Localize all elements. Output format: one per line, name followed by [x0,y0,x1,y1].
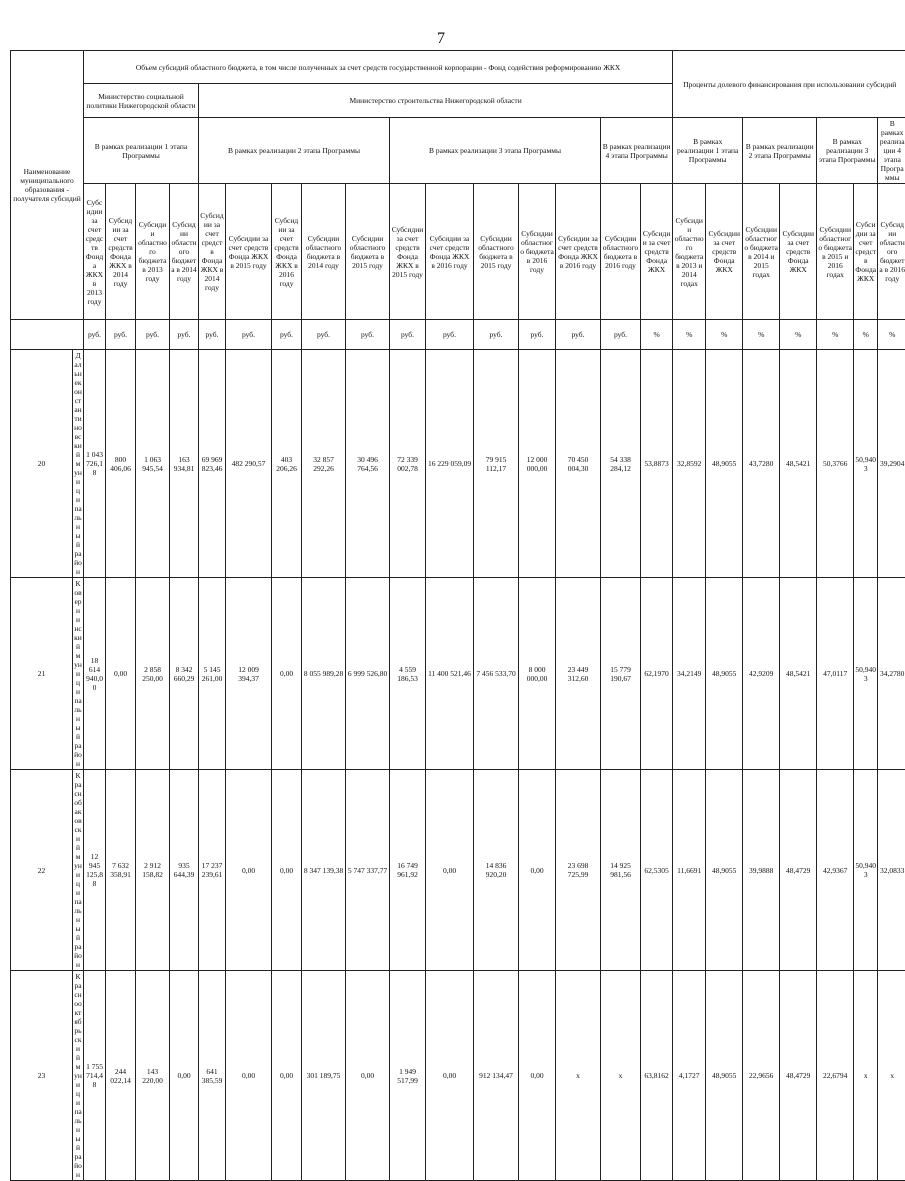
value-cell: 50,3766 [817,350,854,578]
subheader-cell: Субсидии областного бюджета в 2013 году [136,184,170,320]
value-cell: 48,9055 [706,350,743,578]
value-cell: 43,7280 [743,350,780,578]
value-cell: 18 614 940,00 [84,578,106,770]
value-cell: 5 145 261,00 [199,578,226,770]
value-cell: 32,8592 [673,350,706,578]
value-cell: 0,00 [426,971,474,1181]
subheader-cell: Субсидии за счет средств Фонда ЖКХ в 2015 году [226,184,272,320]
header-stage-1: В рамках реализации 1 этапа Программы [84,118,199,184]
value-cell: 22,6794 [817,971,854,1181]
header-stage-4: В рамках реализации 4 этапа Программы [601,118,673,184]
unit-cell: % [817,320,854,350]
value-cell: 0,00 [226,770,272,971]
subheader-cell: Субсидии областного бюджета в 2014 году [302,184,346,320]
value-cell: 912 134,47 [474,971,519,1181]
header-percent-stage-1: В рамках реализации 1 этапа Программы [673,118,743,184]
row-name: Дальнеконстантиновский муниципальный район [73,350,84,578]
value-cell: 42,9209 [743,578,780,770]
value-cell: 244 022,14 [106,971,136,1181]
value-cell: 4,1727 [673,971,706,1181]
value-cell: 1 043 726,18 [84,350,106,578]
unit-cell: % [878,320,905,350]
value-cell: 8 342 660,29 [170,578,199,770]
header-stage-2: В рамках реализации 2 этапа Программы [199,118,390,184]
value-cell: 0,00 [519,971,556,1181]
value-cell: 8 347 139,38 [302,770,346,971]
unit-cell: руб. [136,320,170,350]
value-cell: 6 999 526,80 [346,578,390,770]
subheader-cell: Субсидии за счет средств Фонда ЖКХ в 2016 году [272,184,302,320]
value-cell: 42,9367 [817,770,854,971]
unit-cell: руб. [170,320,199,350]
subheader-cell: Субсидии областного бюджета в 2016 году [519,184,556,320]
value-cell: 0,00 [426,770,474,971]
value-cell: 62,1970 [641,578,673,770]
table-row [11,578,905,770]
value-cell: 48,4729 [780,971,817,1181]
value-cell: 0,00 [519,770,556,971]
row-name: Краснобаковский муниципальный район [73,770,84,971]
value-cell: 641 385,59 [199,971,226,1181]
value-cell: 48,9055 [706,578,743,770]
subheader-cell: Субсидии областного бюджета в 2013 и 2014 годах [673,184,706,320]
subheader-cell: Субсидии за счет средств Фонда ЖКХ [641,184,673,320]
unit-cell: руб. [474,320,519,350]
row-number: 20 [11,350,73,578]
subheader-cell: Субсидии за счет средств Фонда ЖКХ в 2013 году [84,184,106,320]
value-cell: 48,9055 [706,770,743,971]
value-cell: 48,5421 [780,350,817,578]
header-percent-stage-3: В рамках реализации 3 этапа Программы [817,118,878,184]
subheader-cell: Субсидии за счет средств Фонда ЖКХ [706,184,743,320]
table-row [11,971,905,1181]
subheader-cell: Субсидии за счет средств Фонда ЖКХ в 2016 году [556,184,601,320]
value-cell: 0,00 [170,971,199,1181]
value-cell: 63,8162 [641,971,673,1181]
value-cell: 12 000 000,00 [519,350,556,578]
value-cell: 1 063 945,54 [136,350,170,578]
value-cell: 800 406,06 [106,350,136,578]
value-cell: 935 644,39 [170,770,199,971]
value-cell: 14 925 981,56 [601,770,641,971]
value-cell: 50,9403 [854,770,878,971]
value-cell: 0,00 [272,971,302,1181]
unit-cell: руб. [302,320,346,350]
value-cell: 8 000 000,00 [519,578,556,770]
unit-cell: % [673,320,706,350]
value-cell: 5 747 337,77 [346,770,390,971]
value-cell: 15 779 190,67 [601,578,641,770]
subheader-cell: Субсидии областного бюджета в 2015 и 2016 годах [817,184,854,320]
value-cell: 12 945 125,88 [84,770,106,971]
value-cell: 62,5305 [641,770,673,971]
subheader-cell: Субсидии областного бюджета в 2015 году [346,184,390,320]
header-subsidy-volume: Объем субсидий областного бюджета, в том числе полученных за счет средств государственной корпорации - Фонд содействия реформированию ЖКХ [84,51,673,84]
subheader-cell: Субсидии областного бюджета в 2016 году [878,184,905,320]
value-cell: 23 698 725,99 [556,770,601,971]
name-header-text: Наименование муниципального образования - получателя субсидий [13,167,81,203]
subheader-cell: Субсидии областного бюджета в 2016 году [601,184,641,320]
header-stage-3: В рамках реализации 3 этапа Программы [390,118,601,184]
unit-cell: % [780,320,817,350]
table-row [11,770,905,971]
value-cell: 30 496 764,56 [346,350,390,578]
table-row [11,350,905,578]
value-cell: 163 934,81 [170,350,199,578]
value-cell: x [878,971,905,1181]
value-cell: 69 969 823,46 [199,350,226,578]
value-cell: 48,4729 [780,770,817,971]
unit-cell: руб. [106,320,136,350]
value-cell: 32,0833 [878,770,905,971]
value-cell: 0,00 [226,971,272,1181]
value-cell: 1 755 714,48 [84,971,106,1181]
value-cell: 16 749 961,92 [390,770,426,971]
value-cell: 8 055 989,28 [302,578,346,770]
value-cell: 7 632 358,91 [106,770,136,971]
subheader-cell: Субсидии за счет средств Фонда ЖКХ [780,184,817,320]
subheader-cell: Субсидии областного бюджета в 2015 году [474,184,519,320]
subheader-cell: Субсидии областного бюджета в 2014 году [170,184,199,320]
value-cell: 2 912 158,82 [136,770,170,971]
value-cell: 50,9403 [854,578,878,770]
value-cell: 70 450 004,30 [556,350,601,578]
unit-cell: руб. [426,320,474,350]
unit-corner [11,320,84,350]
value-cell: 23 449 312,60 [556,578,601,770]
value-cell: 48,9055 [706,971,743,1181]
value-cell: 72 339 002,78 [390,350,426,578]
value-cell: 34,2780 [878,578,905,770]
value-cell: 53,8873 [641,350,673,578]
subheader-cell: Субсидии за счет средств Фонда ЖКХ [854,184,878,320]
value-cell: x [556,971,601,1181]
value-cell: 0,00 [272,770,302,971]
value-cell: 16 229 059,09 [426,350,474,578]
unit-cell: руб. [601,320,641,350]
subheader-cell: Субсидии областного бюджета в 2014 и 2015 годах [743,184,780,320]
header-percent-share: Проценты долевого финансирования при использовании субсидий [673,51,905,118]
unit-cell: руб. [346,320,390,350]
value-cell: 482 290,57 [226,350,272,578]
header-percent-stage-4: В рамках реализации 4 этапа Программы [878,118,905,184]
row-number: 22 [11,770,73,971]
value-cell: 0,00 [106,578,136,770]
value-cell: 50,9403 [854,350,878,578]
value-cell: 39,9888 [743,770,780,971]
value-cell: 48,5421 [780,578,817,770]
row-number: 23 [11,971,73,1181]
row-name: Краснооктябрьский муниципальный район [73,971,84,1181]
header-ministry-construction: Министерство строительства Нижегородской области [199,84,673,118]
value-cell: 4 559 186,53 [390,578,426,770]
value-cell: 11,6691 [673,770,706,971]
unit-cell: руб. [390,320,426,350]
unit-cell: руб. [226,320,272,350]
unit-cell: % [641,320,673,350]
page-number: 7 [437,30,445,48]
value-cell: 0,00 [272,578,302,770]
unit-cell: руб. [84,320,106,350]
subheader-cell: Субсидии за счет средств Фонда ЖКХ в 2014 году [106,184,136,320]
row-name: Ковернинский муниципальный район [73,578,84,770]
value-cell: 54 338 284,12 [601,350,641,578]
value-cell: 1 949 517,99 [390,971,426,1181]
unit-cell: руб. [272,320,302,350]
unit-cell: руб. [556,320,601,350]
value-cell: 143 220,00 [136,971,170,1181]
value-cell: 47,0117 [817,578,854,770]
value-cell: x [854,971,878,1181]
value-cell: 34,2149 [673,578,706,770]
column-header-name [11,51,84,320]
value-cell: 7 456 533,70 [474,578,519,770]
value-cell: 301 189,75 [302,971,346,1181]
value-cell: 11 400 521,46 [426,578,474,770]
value-cell: 32 857 292,26 [302,350,346,578]
subheader-cell: Субсидии за счет средств Фонда ЖКХ в 2014 году [199,184,226,320]
subheader-cell: Субсидии за счет средств Фонда ЖКХ в 2015 году [390,184,426,320]
subsidy-table [10,50,905,1181]
value-cell: 403 206,26 [272,350,302,578]
value-cell: 14 836 920,20 [474,770,519,971]
value-cell: 0,00 [346,971,390,1181]
value-cell: 22,9656 [743,971,780,1181]
value-cell: 17 237 239,61 [199,770,226,971]
value-cell: 79 915 112,17 [474,350,519,578]
value-cell: x [601,971,641,1181]
unit-cell: % [743,320,780,350]
value-cell: 12 009 394,37 [226,578,272,770]
header-percent-stage-2: В рамках реализации 2 этапа Программы [743,118,817,184]
unit-cell: % [706,320,743,350]
unit-cell: % [854,320,878,350]
value-cell: 2 858 250,00 [136,578,170,770]
subheader-cell: Субсидии за счет средств Фонда ЖКХ в 2016 году [426,184,474,320]
value-cell: 39,2904 [878,350,905,578]
unit-cell: руб. [519,320,556,350]
unit-cell: руб. [199,320,226,350]
header-ministry-social: Министерство социальной политики Нижегородской области [84,84,199,118]
row-number: 21 [11,578,73,770]
